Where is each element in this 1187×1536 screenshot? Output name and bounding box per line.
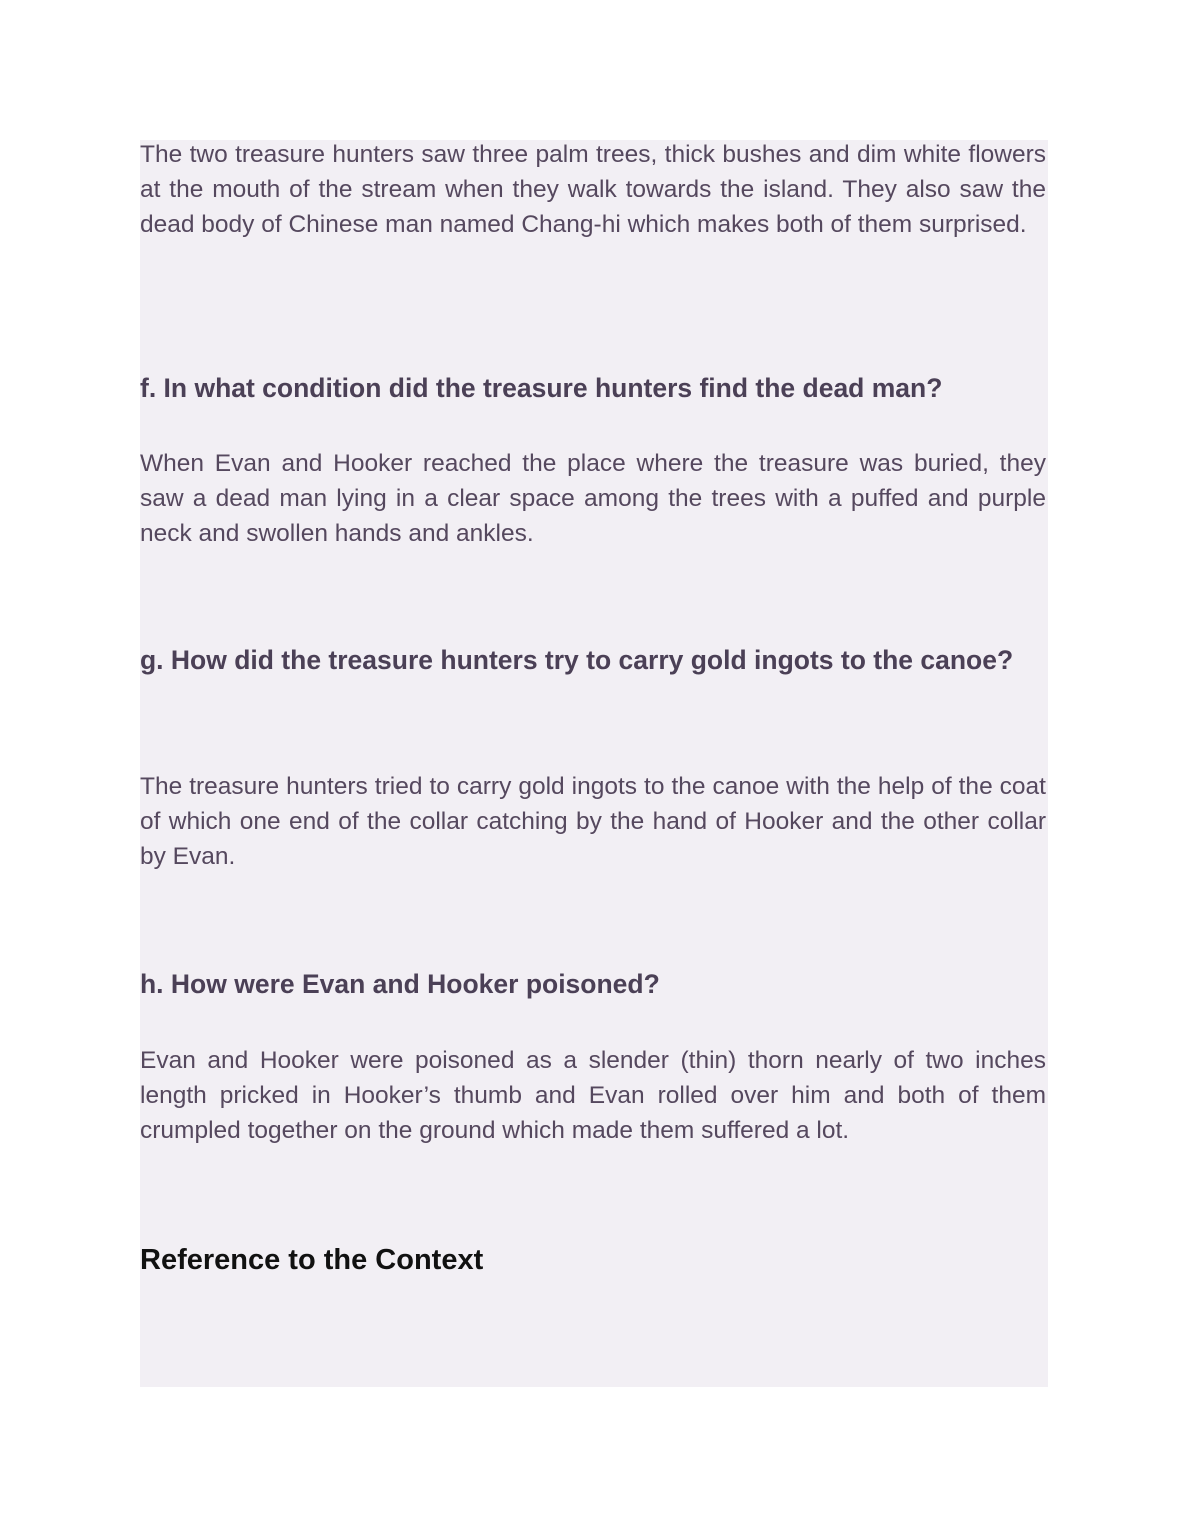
answer-paragraph-e: The two treasure hunters saw three palm trees, thick bushes and dim white flowers at the mouth of the stream when they walk towards the island. They also saw the dead body of Chinese man named Chang-hi which makes both of them surprised. xyxy=(140,141,1046,238)
question-h-heading: h. How were Evan and Hooker poisoned? xyxy=(140,969,660,999)
answer-paragraph-h: Evan and Hooker were poisoned as a slender (thin) thorn nearly of two inches length pricked in Hooker’s thumb and Evan rolled over him and both of them crumpled together on the ground which made them suffered a lot. xyxy=(140,1047,1046,1144)
answer-paragraph-f: When Evan and Hooker reached the place where the treasure was buried, they saw a dead man lying in a clear space among the trees with a puffed and purple neck and swollen hands and ankles. xyxy=(140,450,1046,547)
section-heading-reference: Reference to the Context xyxy=(140,1244,484,1276)
question-g-heading: g. How did the treasure hunters try to carry gold ingots to the canoe? xyxy=(140,645,1014,675)
content-panel xyxy=(140,140,1048,1387)
question-f-heading: f. In what condition did the treasure hunters find the dead man? xyxy=(140,373,943,403)
answer-paragraph-g: The treasure hunters tried to carry gold ingots to the canoe with the help of the coat of which one end of the collar catching by the hand of Hooker and the other collar by Evan. xyxy=(140,773,1046,870)
